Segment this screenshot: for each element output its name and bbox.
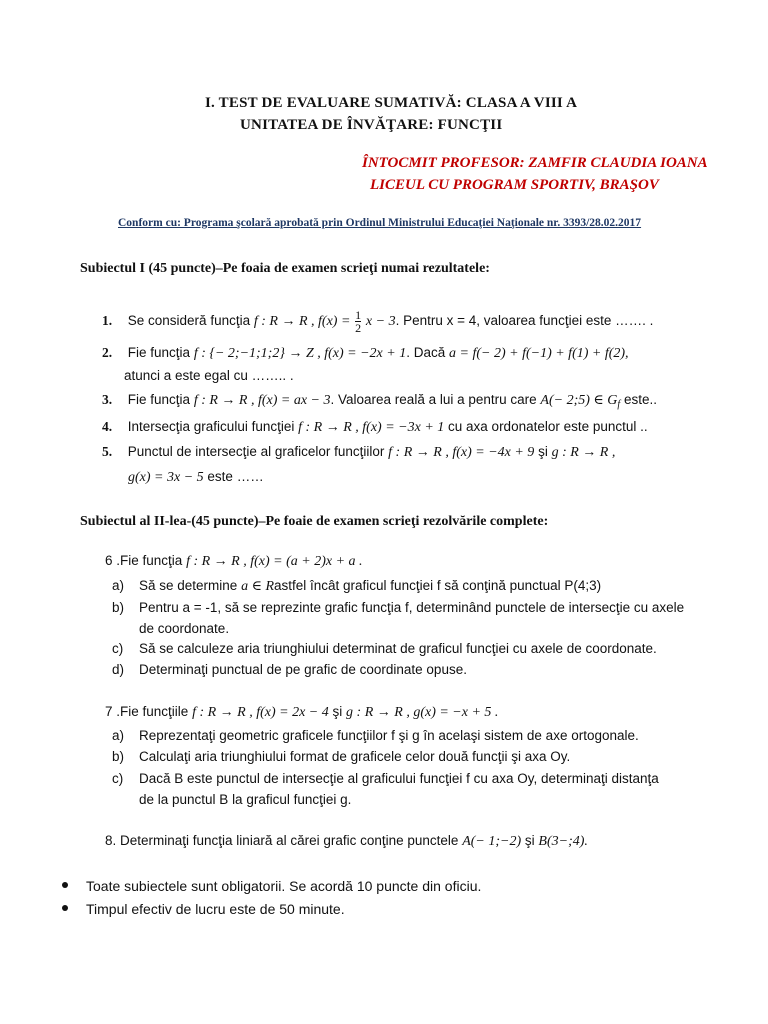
item-text: Fie funcţia xyxy=(127,345,191,360)
fraction-numerator: 1 xyxy=(355,308,362,322)
item-math-2: x − 3 xyxy=(365,314,396,330)
author-line xyxy=(362,155,708,172)
part-label: b) xyxy=(112,600,125,615)
subject1-item-4 xyxy=(102,419,648,436)
item-text: Intersecţia graficului funcţiei xyxy=(127,419,295,434)
item-math: f : R → R , f(x) = −3x + 1 xyxy=(298,420,445,435)
subject1-heading: Subiectul I (45 puncte)–Pe foaia de examen scrieţi numai rezultatele: xyxy=(80,261,490,276)
subject1-item-5-line2 xyxy=(128,469,264,486)
question-7-part-c xyxy=(112,771,659,786)
subject1-item-1 xyxy=(102,309,653,334)
question-math: f : R → R , f(x) = (a + 2)x + a . xyxy=(186,554,363,569)
question-6-part-c xyxy=(112,641,657,656)
question-7-part-a xyxy=(112,728,639,743)
item-number: 5. xyxy=(102,444,113,459)
part-text: Reprezentaţi geometric graficele funcţiilor f şi g în acelaşi sistem de axe ortogonale. xyxy=(139,728,639,743)
item-number: 4. xyxy=(102,419,113,434)
fraction xyxy=(355,309,361,334)
subject1-item-3 xyxy=(102,392,657,410)
curriculum-reference: Conform cu: Programa şcolară aprobată prin Ordinul Ministrului Educaţiei Naţionale nr. 3393/28.02.2017 xyxy=(118,217,642,229)
school-name: LICEUL CU PROGRAM SPORTIV, BRAŞOV xyxy=(370,177,659,193)
fraction-denominator: 2 xyxy=(355,321,362,335)
note-text: Toate subiectele sunt obligatorii. Se acordă 10 puncte din oficiu. xyxy=(86,878,482,894)
part-text: Dacă B este punctul de intersecţie al graficului funcţiei f cu axa Oy, determinaţi distanţa xyxy=(139,771,659,786)
subject2-heading: Subiectul al II-lea-(45 puncte)–Pe foaie de examen scrieţi rezolvările complete: xyxy=(80,514,549,529)
subject1-item-5 xyxy=(102,444,615,461)
question-math: f : R → R , f(x) = 2x − 4 xyxy=(192,705,329,720)
item-number: 2. xyxy=(102,345,113,360)
note-item xyxy=(62,878,481,894)
question-6-part-b xyxy=(112,600,684,615)
author-name: ZAMFIR CLAUDIA IOANA xyxy=(528,155,708,171)
item-math: f : R → R , f(x) = ax − 3 xyxy=(193,393,331,408)
item-text: Punctul de intersecţie al graficelor funcţiilor xyxy=(127,444,385,459)
part-text: Determinaţi punctual de pe grafic de coordinate opuse. xyxy=(139,662,467,677)
question-7-part-b xyxy=(112,749,570,764)
unit-title: UNITATEA DE ÎNVĂŢARE: FUNCŢII xyxy=(240,117,503,133)
question-7 xyxy=(105,704,498,721)
question-6 xyxy=(105,553,363,570)
item-math: f : R → R , f(x) = xyxy=(253,314,351,330)
note-item xyxy=(62,901,345,917)
question-intro: 6 .Fie funcţia xyxy=(105,553,183,568)
item-number: 3. xyxy=(102,392,113,407)
part-label: c) xyxy=(112,641,124,656)
item-math: g(x) = 3x − 5 xyxy=(128,470,204,485)
question-6-part-b-line2: de coordonate. xyxy=(139,621,230,636)
question-7-part-c-line2: de la punctul B la graficul funcţiei g. xyxy=(139,792,352,807)
part-text-2: astfel încât graficul funcţiei f să conţină punctual P(4;3) xyxy=(274,578,602,593)
part-text: Calculaţi aria triunghiului format de graficele celor două funcţii şi axa Oy. xyxy=(139,749,571,764)
question-intro: 7 .Fie funcţiile xyxy=(105,704,189,719)
part-text: Să se determine xyxy=(139,578,238,593)
part-text: Pentru a = -1, să se reprezinte grafic funcţia f, determinând punctele de intersecţie cu axele xyxy=(139,600,685,615)
part-label: a) xyxy=(112,728,125,743)
question-6-part-d xyxy=(112,662,467,677)
item-math: f : R → R , f(x) = −4x + 9 xyxy=(388,445,535,460)
item-text-mid: şi xyxy=(538,444,548,459)
item-text: Fie funcţia xyxy=(127,392,191,407)
question-math-2: g : R → R , g(x) = −x + 5 . xyxy=(346,705,499,720)
part-label: c) xyxy=(112,771,124,786)
item-math-subscript: f xyxy=(617,399,621,410)
item-text-post: . Pentru x = 4, valoarea funcţiei este ……. . xyxy=(395,313,654,329)
test-title: I. TEST DE EVALUARE SUMATIVĂ: CLASA A VIII A xyxy=(205,95,578,111)
item-text-post: . Dacă xyxy=(406,345,446,360)
item-text-post-2: este.. xyxy=(623,392,657,407)
bullet-icon xyxy=(62,905,68,911)
item-math-2: a = f(− 2) + f(−1) + f(1) + f(2), xyxy=(449,346,629,361)
part-label: b) xyxy=(112,749,125,764)
question-intro: 8. Determinaţi funcţia liniară al cărei grafic conţine punctele xyxy=(105,833,459,848)
question-text-mid: şi xyxy=(524,833,535,848)
part-label: d) xyxy=(112,662,125,677)
item-text-post: cu axa ordonatelor este punctul .. xyxy=(448,419,648,434)
note-text: Timpul efectiv de lucru este de 50 minute. xyxy=(86,901,345,917)
question-text-mid: şi xyxy=(332,704,343,719)
item-text: este …… xyxy=(207,469,264,484)
item-number: 1. xyxy=(102,313,113,329)
bullet-icon xyxy=(62,882,68,888)
item-math-2: A(− 2;5) ∈ G xyxy=(540,393,618,408)
question-math-2: B(3−;4). xyxy=(538,834,588,849)
item-math: f : {− 2;−1;1;2} → Z , f(x) = −2x + 1 xyxy=(193,346,407,361)
item-math-2: g : R → R , xyxy=(551,445,616,460)
part-text: Să se calculeze aria triunghiului determinat de graficul funcţiei cu axele de coordonate. xyxy=(139,641,657,656)
question-6-part-a xyxy=(112,578,601,595)
subject1-item-2-line2: atunci a este egal cu …….. . xyxy=(124,368,294,383)
item-text-post: . Valoarea reală a lui a pentru care xyxy=(330,392,537,407)
part-label: a) xyxy=(112,578,125,593)
author-prefix: ÎNTOCMIT PROFESOR: xyxy=(362,155,525,171)
part-math: a ∈ R xyxy=(241,579,274,594)
question-math: A(− 1;−2) xyxy=(462,834,522,849)
subject1-item-2 xyxy=(102,345,629,362)
question-8 xyxy=(105,833,588,850)
item-text: Se consideră funcţia xyxy=(127,313,251,329)
